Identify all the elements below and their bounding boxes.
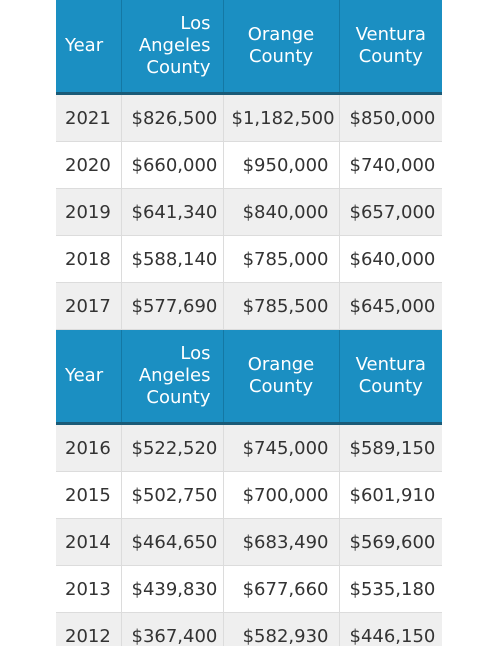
header-orange-county: Orange County: [223, 330, 339, 422]
cell-orange: $840,000: [223, 189, 339, 236]
cell-year: 2014: [56, 519, 121, 566]
cell-year: 2020: [56, 142, 121, 189]
table-row: [56, 236, 442, 283]
cell-ventura: $535,180: [339, 566, 442, 613]
header-year: Year: [56, 330, 121, 422]
price-table-1: [56, 0, 442, 330]
cell-year: 2012: [56, 613, 121, 646]
cell-orange: $1,182,500: [223, 95, 339, 142]
cell-orange: $950,000: [223, 142, 339, 189]
cell-orange: $582,930: [223, 613, 339, 646]
cell-ventura: $569,600: [339, 519, 442, 566]
cell-ventura: $446,150: [339, 613, 442, 646]
cell-year: 2017: [56, 283, 121, 330]
table-row: [56, 566, 442, 613]
price-table-2: [56, 330, 442, 646]
cell-orange: $745,000: [223, 425, 339, 472]
header-ventura-county: Ventura County: [339, 330, 442, 422]
cell-la: $588,140: [121, 236, 223, 283]
cell-ventura: $640,000: [339, 236, 442, 283]
cell-year: 2019: [56, 189, 121, 236]
price-table-frame: [56, 0, 442, 646]
cell-year: 2016: [56, 425, 121, 472]
cell-orange: $683,490: [223, 519, 339, 566]
cell-la: $660,000: [121, 142, 223, 189]
cell-la: $641,340: [121, 189, 223, 236]
cell-year: 2015: [56, 472, 121, 519]
header-orange-county: Orange County: [223, 0, 339, 92]
table-row: [56, 425, 442, 472]
cell-year: 2013: [56, 566, 121, 613]
table-row: [56, 613, 442, 646]
table-header-row: [56, 330, 442, 422]
header-ventura-county: Ventura County: [339, 0, 442, 92]
cell-ventura: $740,000: [339, 142, 442, 189]
table-row: [56, 472, 442, 519]
table-header-row: [56, 0, 442, 92]
cell-la: $439,830: [121, 566, 223, 613]
table-row: [56, 189, 442, 236]
cell-la: $502,750: [121, 472, 223, 519]
cell-ventura: $645,000: [339, 283, 442, 330]
cell-ventura: $601,910: [339, 472, 442, 519]
table-row: [56, 283, 442, 330]
cell-year: 2021: [56, 95, 121, 142]
cell-orange: $700,000: [223, 472, 339, 519]
cell-ventura: $850,000: [339, 95, 442, 142]
cell-la: $577,690: [121, 283, 223, 330]
cell-orange: $785,500: [223, 283, 339, 330]
header-year: Year: [56, 0, 121, 92]
cell-ventura: $657,000: [339, 189, 442, 236]
table-row: [56, 142, 442, 189]
table-row: [56, 95, 442, 142]
cell-la: $826,500: [121, 95, 223, 142]
cell-la: $367,400: [121, 613, 223, 646]
header-los-angeles-county: Los Angeles County: [121, 0, 223, 92]
cell-orange: $785,000: [223, 236, 339, 283]
table-row: [56, 519, 442, 566]
cell-la: $464,650: [121, 519, 223, 566]
cell-orange: $677,660: [223, 566, 339, 613]
cell-ventura: $589,150: [339, 425, 442, 472]
cell-year: 2018: [56, 236, 121, 283]
header-los-angeles-county: Los Angeles County: [121, 330, 223, 422]
cell-la: $522,520: [121, 425, 223, 472]
